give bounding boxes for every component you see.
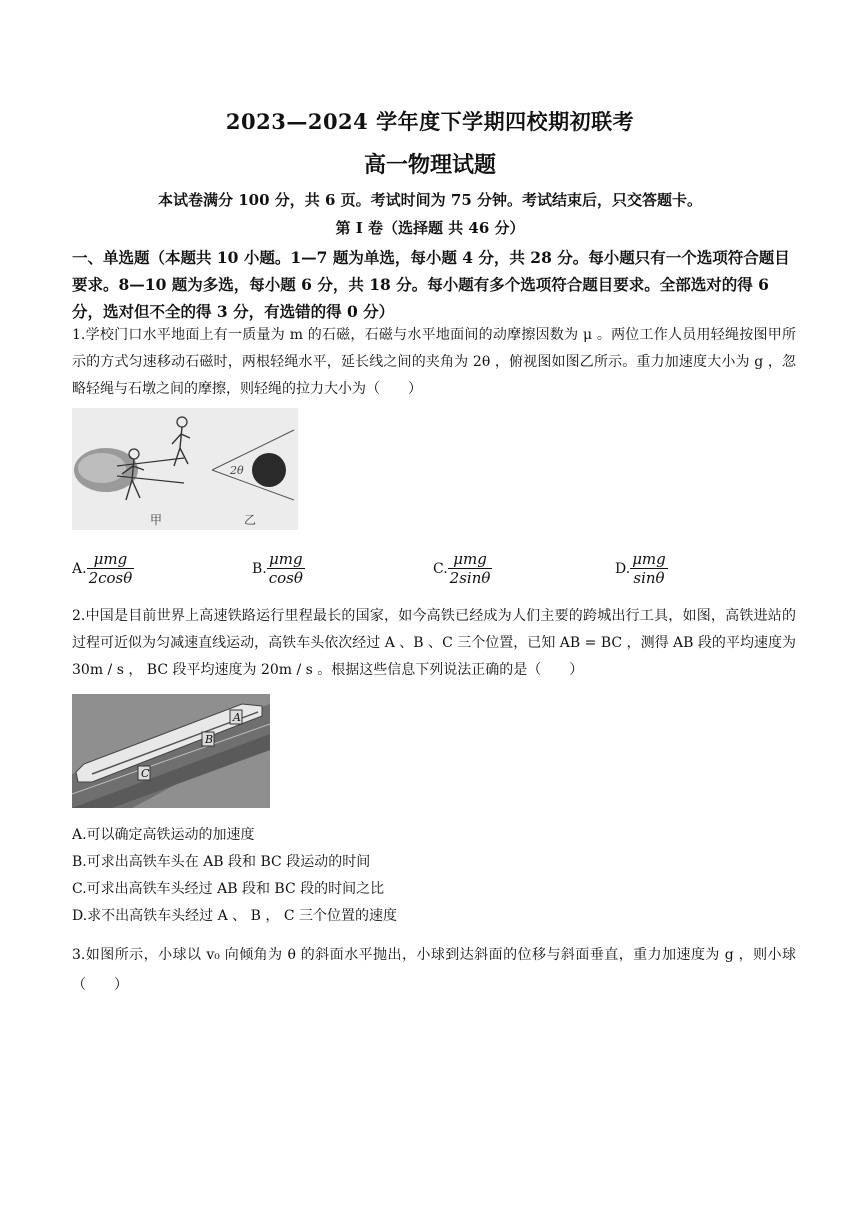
option-a-fraction <box>87 550 135 587</box>
option-b-label: B. <box>252 560 267 577</box>
option-d-fraction <box>630 550 668 587</box>
option-a-denominator: 2cosθ <box>88 569 133 587</box>
figure-label-a: A <box>233 711 241 724</box>
option-c-denominator: 2sinθ <box>449 569 491 587</box>
figure-label-jia: 甲 <box>150 513 163 527</box>
figure-label-c: C <box>141 767 150 780</box>
option-b-fraction <box>267 550 305 587</box>
figure-angle-label: 2θ <box>230 464 244 477</box>
question-2-option-b[interactable]: B.可求出高铁车头在 AB 段和 BC 段运动的时间 <box>72 854 371 870</box>
exam-subtitle: 高一物理试题 <box>363 152 496 178</box>
question-1-figure <box>72 408 298 530</box>
option-b-numerator: μmg <box>267 550 305 569</box>
question-2-option-c[interactable]: C.可求出高铁车头经过 AB 段和 BC 段的时间之比 <box>72 881 385 897</box>
option-d-denominator: sinθ <box>633 569 665 587</box>
section-heading: 一、单选题（本题共 10 小题。1—7 题为单选，每小题 4 分，共 28 分。每小题只有一个选项符合题目要求。8—10 题为多选，每小题 6 分，共 18 分。每小题有多个选项符合题目要求。全部选对的得 6 分，选对但不全的得 3 分，有选错的得 0 分） <box>72 248 790 321</box>
figure-label-yi: 乙 <box>244 513 257 527</box>
high-speed-train-photo <box>72 694 270 808</box>
option-a-numerator: μmg <box>87 550 135 569</box>
question-3-text: 3.如图所示，小球以 v₀ 向倾角为 θ 的斜面水平抛出，小球到达斜面的位移与斜面垂直，重力加速度为 g ，则小球（ ） <box>72 947 796 993</box>
option-c-numerator: μmg <box>448 550 493 569</box>
rope-pulling-illustration <box>72 408 298 530</box>
option-d-label: D. <box>615 560 631 577</box>
question-2-figure <box>72 694 270 808</box>
option-b-denominator: cosθ <box>268 569 303 587</box>
part-heading: 第 I 卷（选择题 共 46 分） <box>335 219 525 237</box>
option-a[interactable] <box>72 550 134 587</box>
option-b[interactable] <box>252 550 305 587</box>
option-c[interactable] <box>433 550 492 587</box>
exam-title: 2023—2024 学年度下学期四校期初联考 <box>225 109 635 134</box>
option-c-fraction <box>448 550 493 587</box>
question-1-options <box>72 550 796 596</box>
option-d[interactable] <box>615 550 668 587</box>
question-2-option-a[interactable]: A.可以确定高铁运动的加速度 <box>72 827 255 843</box>
question-2-text: 2.中国是目前世界上高速铁路运行里程最长的国家，如今高铁已经成为人们主要的跨城出行工具，如图，高铁进站的过程可近似为匀减速直线运动，高铁车头依次经过 A 、B 、C 三个位置，已知 AB = BC ，测得 AB 段的平均速度为 30m / s ， BC 段平均速度为 20m / s 。根据这些信息下列说法正确的是（ ） <box>72 608 796 678</box>
question-2-option-d[interactable]: D.求不出高铁车头经过 A 、 B ， C 三个位置的速度 <box>72 908 397 924</box>
question-1-text: 1.学校门口水平地面上有一质量为 m 的石磁，石磁与水平地面间的动摩擦因数为 μ 。两位工作人员用轻绳按图甲所示的方式匀速移动石磁时，两根轻绳水平，延长线之间的夹角为 2θ ，俯视图如图乙所示。重力加速度大小为 g ，忽略轻绳与石墩之间的摩擦，则轻绳的拉力大小为（ ） <box>72 327 796 397</box>
figure-label-b: B <box>205 733 214 746</box>
option-c-label: C. <box>433 560 448 577</box>
option-d-numerator: μmg <box>632 550 666 568</box>
exam-info: 本试卷满分 100 分，共 6 页。考试时间为 75 分钟。考试结束后，只交答题卡。 <box>158 191 702 209</box>
option-a-label: A. <box>72 560 87 577</box>
